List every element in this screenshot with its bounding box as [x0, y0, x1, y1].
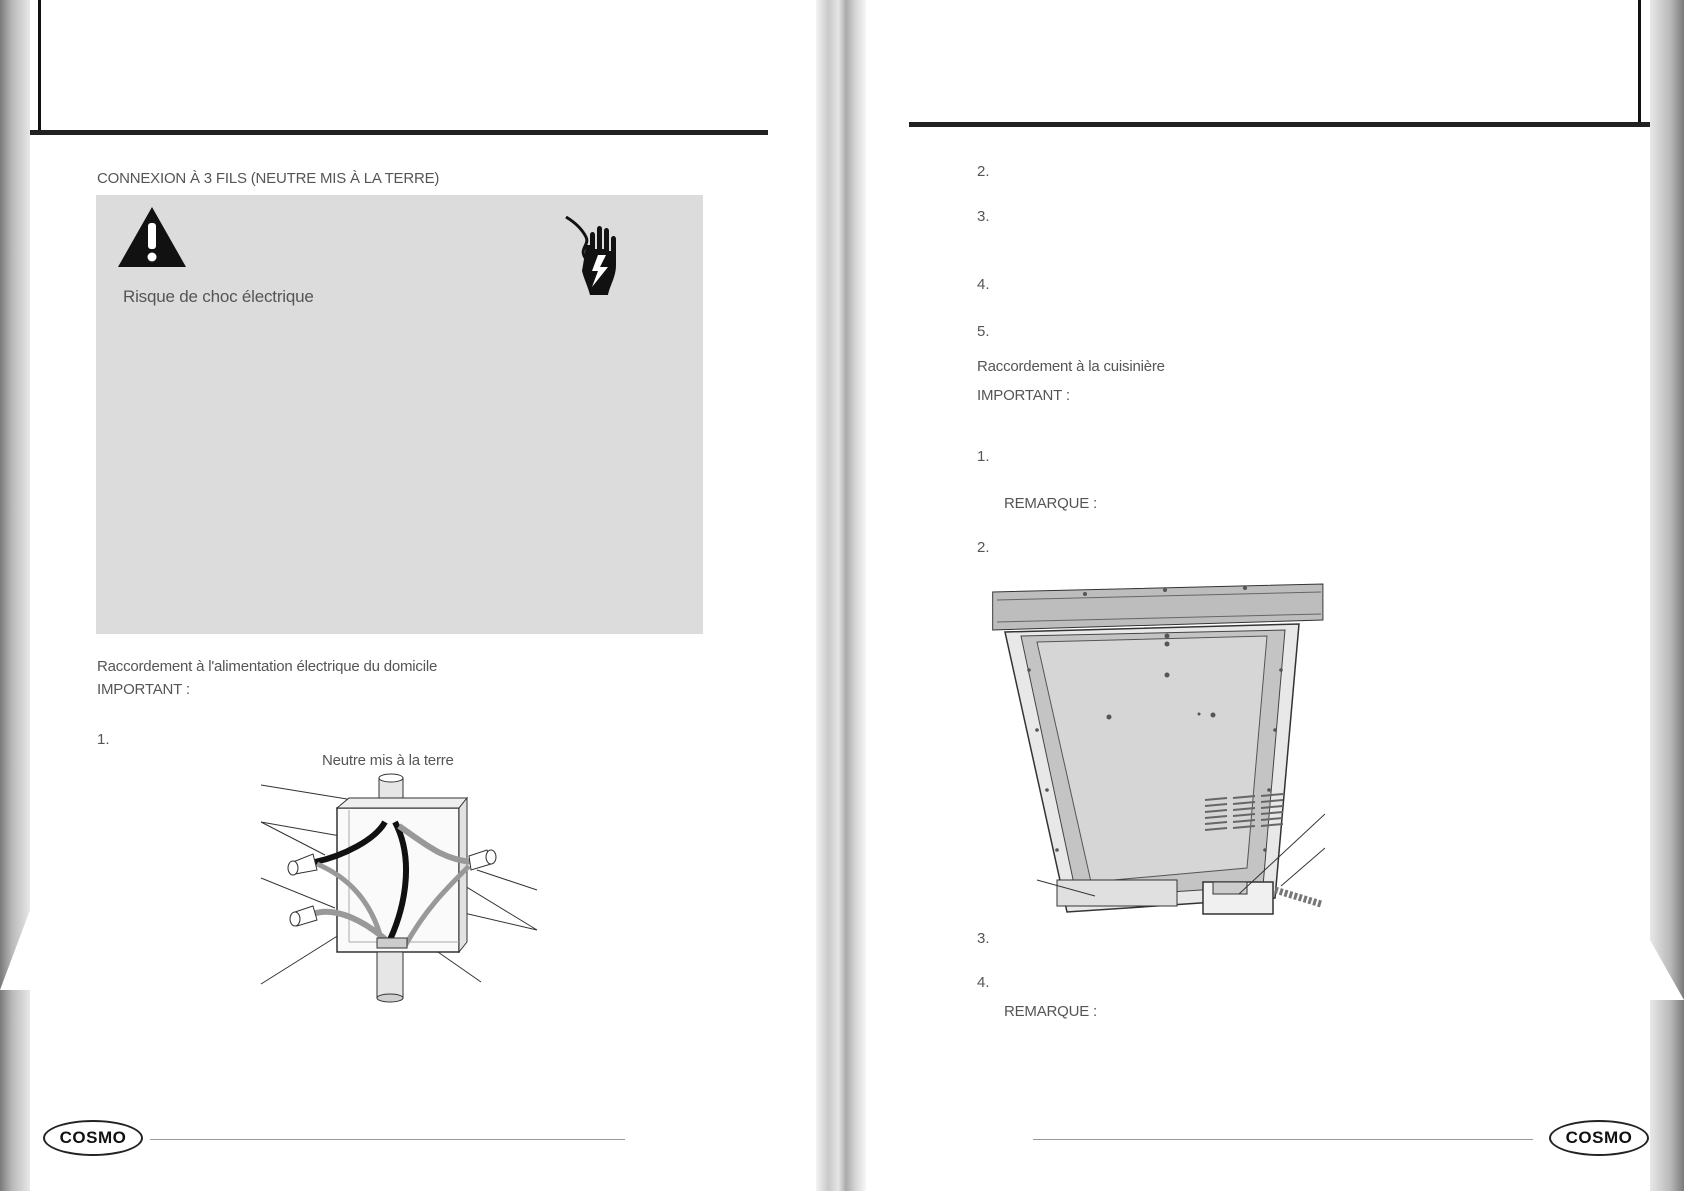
step-2-right: 2.	[977, 539, 990, 556]
book-gutter	[816, 0, 866, 1191]
warning-box	[96, 195, 703, 634]
junction-box-diagram	[255, 770, 545, 1020]
warning-triangle-icon	[116, 205, 188, 269]
right-header-rule	[909, 122, 1650, 127]
cosmo-logo-right	[1549, 1120, 1649, 1156]
range-section-title: Raccordement à la cuisinière	[977, 358, 1165, 375]
right-margin-line	[1638, 0, 1641, 126]
step-1-left: 1.	[97, 731, 110, 748]
step-5-top: 5.	[977, 323, 990, 340]
step-4-top: 4.	[977, 276, 990, 293]
step-1-right: 1.	[977, 448, 990, 465]
left-page-edge	[0, 0, 30, 1191]
logo-text-left: COSMO	[59, 1128, 127, 1147]
step-2-top: 2.	[977, 163, 990, 180]
power-section-title: Raccordement à l'alimentation électrique du domicile	[97, 658, 438, 675]
right-page-edge	[1650, 0, 1684, 1191]
warning-caption: Risque de choc électrique	[123, 287, 314, 306]
important-label-left: IMPORTANT :	[97, 681, 190, 698]
left-header-rule	[30, 130, 768, 135]
left-page-edge-tip	[0, 910, 30, 990]
footer-rule-right	[1033, 1139, 1533, 1140]
electric-shock-hand-icon	[562, 215, 622, 297]
note-label-1: REMARQUE :	[1004, 495, 1098, 512]
right-page-edge-tip	[1650, 940, 1684, 1000]
logo-text-right: COSMO	[1565, 1128, 1633, 1147]
step-3-top: 3.	[977, 208, 990, 225]
note-label-2: REMARQUE :	[1004, 1003, 1098, 1020]
step-4-bottom: 4.	[977, 974, 990, 991]
footer-rule-left	[150, 1139, 625, 1140]
step-3-bottom: 3.	[977, 930, 990, 947]
cosmo-logo-left	[43, 1120, 143, 1156]
range-back-diagram	[985, 580, 1325, 920]
section-title: CONNEXION À 3 FILS (NEUTRE MIS À LA TERRE)	[97, 170, 440, 187]
left-margin-line	[38, 0, 41, 133]
important-label-right: IMPORTANT :	[977, 387, 1070, 404]
diagram-label: Neutre mis à la terre	[322, 752, 454, 769]
